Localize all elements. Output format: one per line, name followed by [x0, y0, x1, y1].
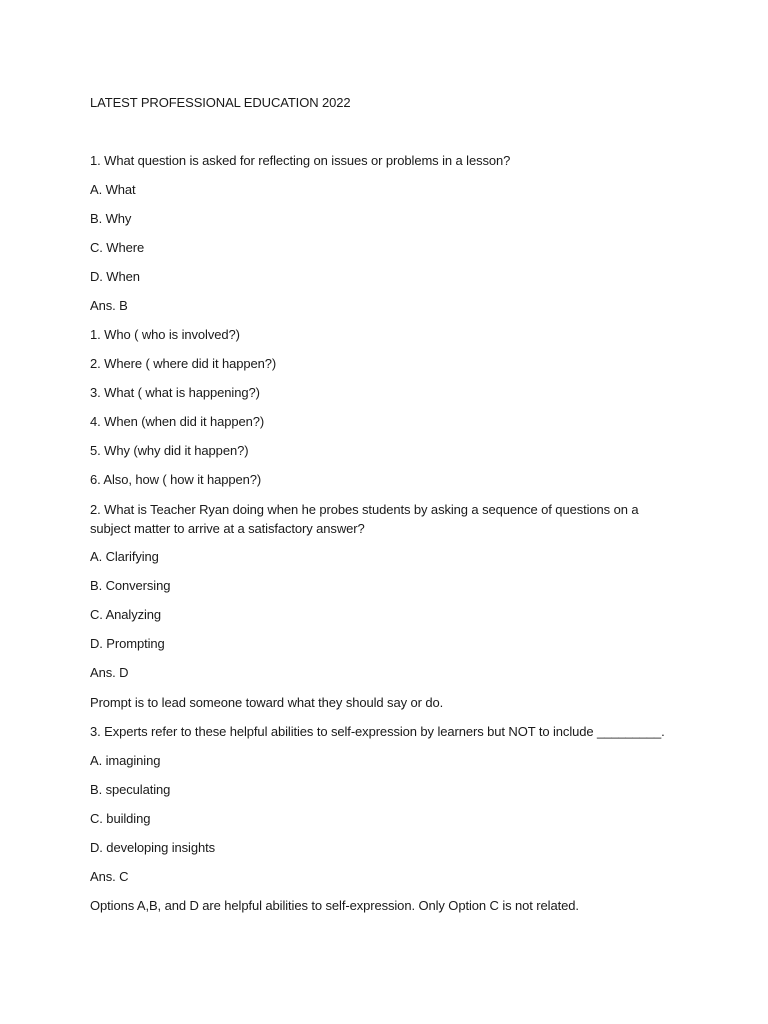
q1-answer: Ans. B: [90, 298, 128, 313]
q2-option-d: D. Prompting: [90, 636, 165, 651]
q1-option-a: A. What: [90, 182, 136, 197]
q3-option-c: C. building: [90, 811, 151, 826]
q1-note-4: 4. When (when did it happen?): [90, 414, 265, 429]
q1-option-b: B. Why: [90, 211, 132, 226]
q2-option-a: A. Clarifying: [90, 549, 159, 564]
q3-option-b: B. speculating: [90, 782, 171, 797]
q3-option-d: D. developing insights: [90, 840, 215, 855]
q3-option-a: A. imagining: [90, 753, 161, 768]
question-3: 3. Experts refer to these helpful abilities to self-expression by learners but NOT to include _________.: [90, 724, 665, 739]
q2-explanation: Prompt is to lead someone toward what they should say or do.: [90, 695, 444, 710]
q1-note-3: 3. What ( what is happening?): [90, 385, 260, 400]
q1-note-6: 6. Also, how ( how it happen?): [90, 472, 262, 487]
q1-option-d: D. When: [90, 269, 140, 284]
question-2: 2. What is Teacher Ryan doing when he probes students by asking a sequence of questions on a subject matter to arrive at a satisfactory answer?: [90, 502, 639, 536]
q3-answer: Ans. C: [90, 869, 129, 884]
q1-note-2: 2. Where ( where did it happen?): [90, 356, 277, 371]
q2-option-b: B. Conversing: [90, 578, 171, 593]
q1-option-c: C. Where: [90, 240, 145, 255]
question-1: 1. What question is asked for reflecting on issues or problems in a lesson?: [90, 153, 511, 168]
q1-note-1: 1. Who ( who is involved?): [90, 327, 240, 342]
document-title: LATEST PROFESSIONAL EDUCATION 2022: [90, 95, 351, 110]
q2-option-c: C. Analyzing: [90, 607, 162, 622]
q2-answer: Ans. D: [90, 665, 129, 680]
q3-explanation: Options A,B, and D are helpful abilities to self-expression. Only Option C is not related.: [90, 898, 579, 913]
q1-note-5: 5. Why (why did it happen?): [90, 443, 249, 458]
